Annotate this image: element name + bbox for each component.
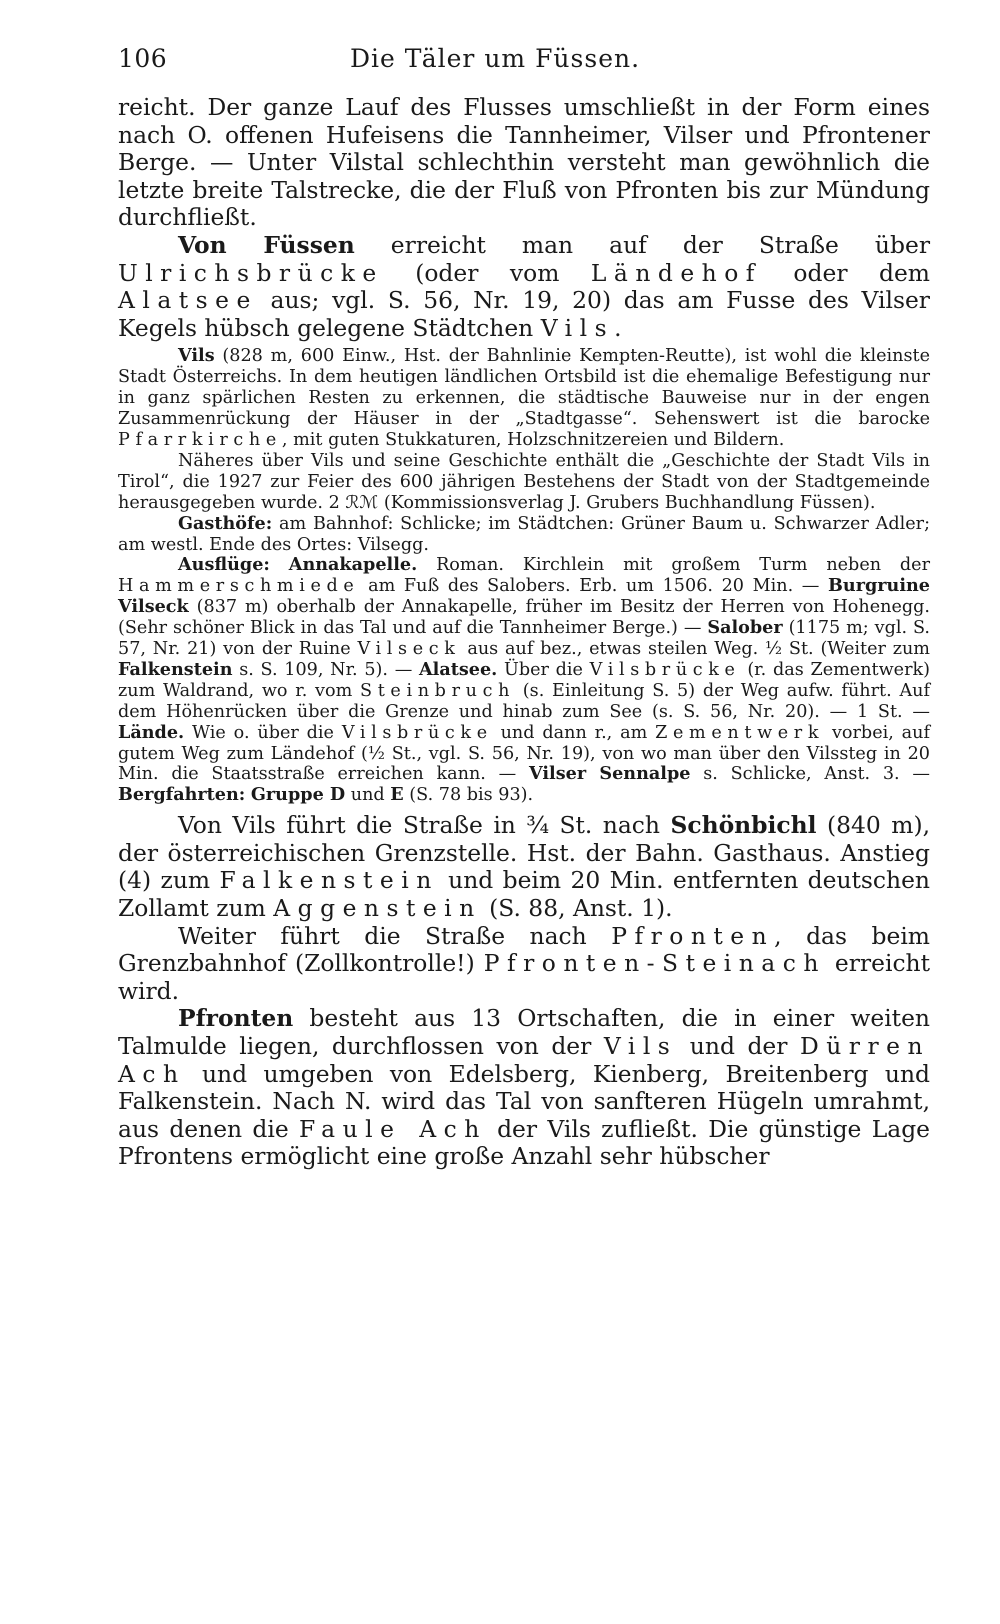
- text-run: Über die: [497, 659, 590, 680]
- text-run: erreicht wird.: [118, 949, 931, 1005]
- small-paragraph-gasthoefe: [118, 514, 930, 556]
- bold-term: Ausflüge:: [178, 554, 270, 576]
- bold-term: Burgruine Vilseck: [118, 575, 930, 618]
- bold-term: Salober: [707, 617, 783, 639]
- spaced-term: Pfarrkirche: [118, 429, 282, 450]
- text-run: aus; vgl. S. 56, Nr. 19, 20) das am Fusse des Vilser Kegels hübsch gelegene Städtchen: [118, 286, 930, 342]
- bold-term: Bergfahrten:: [118, 784, 246, 806]
- spaced-term: Ländehof: [590, 258, 762, 287]
- spaced-term: Steinbruch: [360, 680, 516, 701]
- bold-term: Vilser Sennalpe: [529, 763, 691, 785]
- text-run: oder dem: [761, 258, 930, 287]
- text-run: , das beim Grenzbahnhof (Zollkontrolle!): [118, 921, 930, 978]
- bold-term: E: [390, 784, 404, 806]
- spaced-term: Vilsbrücke: [341, 722, 493, 743]
- bold-term: Alatsee.: [419, 658, 498, 680]
- spaced-term: Pfronten-Steinach: [483, 949, 826, 978]
- bold-term: Schönbichl: [670, 811, 817, 840]
- paragraph-schoenbichl: [118, 812, 930, 922]
- bold-term: Gruppe D: [250, 784, 346, 806]
- text-run: (828 m, 600 Einw., Hst. der Bahnlinie Kempten-Reutte), ist wohl die kleinste Stadt Österreichs. In dem heutigen ländlichen Ortsbild ist die ehemalige Befestigung nur in ganz spärlichen Resten zu erkennen, die städtische Bauweise nur in der engen Zusammenrückung der Häuser in der „Stadtgasse“. Sehenswert ist die barocke: [118, 346, 930, 430]
- text-run: und beim 20 Min. entfernten deutschen Zollamt zum: [118, 866, 930, 923]
- spaced-term: Vils: [540, 313, 615, 342]
- small-paragraph-vils: [118, 346, 930, 451]
- text-run: (S. 88, Anst. 1).: [481, 894, 673, 923]
- spaced-term: Dürren Ach: [118, 1032, 931, 1088]
- spaced-term: Falkenstein: [219, 866, 439, 895]
- text-run: (840 m), der österreichischen Grenzstelle. Hst. der Bahn. Gasthaus. Anstieg (4) zum: [118, 811, 930, 895]
- text-run: Wie o. über die: [184, 722, 342, 743]
- text-run: (s. Einleitung S. 5) der Weg aufw. führt. Auf dem Höhenrücken über die Grenze und hinab zum See (s. S. 56, Nr. 20). — 1 St. —: [118, 680, 930, 722]
- text-run: vorbei, auf gutem Weg zum Ländehof (½ St., vgl. S. 56, Nr. 19), von wo man über den Vilssteg in 20 Min. die Staatsstraße erreichen kann. —: [118, 722, 930, 785]
- bold-term: Gasthöfe:: [178, 512, 273, 534]
- spaced-term: Vils: [603, 1032, 678, 1061]
- spaced-term: Ulrichsbrücke: [118, 258, 384, 287]
- bold-term: Von Füssen: [178, 230, 355, 259]
- paragraph-pfronten: [118, 1005, 930, 1171]
- spaced-term: Pfronten: [611, 921, 775, 950]
- text-run: .: [614, 313, 622, 342]
- spaced-term: Zementwerk: [655, 722, 825, 743]
- spaced-term: Alatsee: [118, 286, 258, 315]
- text-run: erreicht man auf der Straße über: [354, 230, 930, 259]
- text-run: und: [345, 785, 391, 806]
- text-run: [270, 555, 289, 575]
- text-run: besteht aus 13 Ortschaften, die in einer weiten Talmulde liegen, durchflossen von der: [118, 1004, 930, 1061]
- text-run: (r. das Zementwerk) zum Waldrand, wo r. vom: [118, 659, 931, 701]
- spaced-term: Aggenstein: [273, 894, 482, 923]
- text-run: Weiter führt die Straße nach: [178, 921, 612, 950]
- running-title: Die Täler um Füssen.: [350, 44, 641, 73]
- text-run: der Vils zufließt. Die günstige Lage Pfrontens ermöglicht eine große Anzahl sehr hübscher: [118, 1114, 931, 1171]
- text-run: (S. 78 bis 93).: [403, 785, 534, 806]
- small-paragraph-ausfluege: [118, 555, 930, 806]
- text-run: am Fuß des Salobers. Erb. um 1506. 20 Min. —: [359, 576, 829, 597]
- bold-term: Pfronten: [178, 1004, 294, 1033]
- spaced-term: Vilsbrücke: [589, 659, 741, 680]
- bold-term: Falkenstein: [118, 658, 233, 680]
- text-run: und dann r., am: [492, 722, 656, 743]
- text-run: , mit guten Stukkaturen, Holzschnitzereien und Bildern.: [281, 429, 785, 450]
- text-run: Von Vils führt die Straße in ¾ St. nach: [178, 811, 671, 840]
- text-run: und umgeben von Edelsberg, Kienberg, Breitenberg und Falkenstein. Nach N. wird das Tal von sanfteren Hügeln umrahmt, aus denen die: [118, 1059, 930, 1143]
- text-run: Näheres über Vils und seine Geschichte enthält die „Geschichte der Stadt Vils in Tirol“, die 1927 zur Feier des 600 jährigen Bestehens der Stadt von der Stadtgemeinde herausgegeben wurde. 2 ℛℳ (Kommissionsverlag J. Grubers Buchhandlung Füssen).: [118, 450, 930, 513]
- paragraph-continuation: [118, 94, 930, 232]
- paragraph-von-fuessen: [118, 232, 930, 342]
- small-paragraph-history: [118, 451, 930, 514]
- text-run: s. Schlicke, Anst. 3. —: [690, 764, 931, 785]
- spaced-term: Vilseck: [357, 639, 461, 660]
- bold-term: Lände.: [118, 721, 185, 743]
- paragraph-pfronten-road: [118, 923, 930, 1006]
- small-print-section: [118, 346, 930, 806]
- text-run: (837 m) oberhalb der Annakapelle, früher im Besitz der Herren von Hohenegg. (Sehr schöner Blick in das Tal und auf die Tannheimer Berge.) —: [118, 597, 930, 639]
- spaced-term: Faule Ach: [299, 1114, 487, 1143]
- bold-term: Vils: [178, 345, 215, 367]
- text-run: aus auf bez., etwas steilen Weg. ½ St. (Weiter zum: [460, 639, 930, 660]
- page-header: [118, 38, 930, 78]
- text-run: Roman. Kirchlein mit großem Turm neben der: [417, 555, 931, 576]
- text-run: s. S. 109, Nr. 5). —: [232, 659, 420, 680]
- text-run: (1175 m; vgl. S. 57, Nr. 21) von der Ruine: [118, 618, 931, 660]
- text-run: am Bahnhof: Schlicke; im Städtchen: Grüner Baum u. Schwarzer Adler; am westl. Ende des Ortes: Vilsegg.: [118, 513, 930, 555]
- text-run: (oder vom: [383, 258, 591, 287]
- text-run: reicht. Der ganze Lauf des Flusses umschließt in der Form eines nach O. offenen Hufeisens die Tannheimer, Vilser und Pfrontener Berge. — Unter Vilstal schlechthin versteht man gewöhnlich die letzte breite Talstrecke, die der Fluß von Pfronten bis zur Mündung durchfließt.: [118, 93, 930, 232]
- text-run: und der: [677, 1032, 800, 1061]
- body-text-top: [118, 94, 930, 342]
- page-number: 106: [118, 44, 168, 73]
- spaced-term: Hammerschmiede: [118, 576, 360, 597]
- bold-term: Annakapelle.: [288, 554, 418, 576]
- body-text-bottom: [118, 812, 930, 1171]
